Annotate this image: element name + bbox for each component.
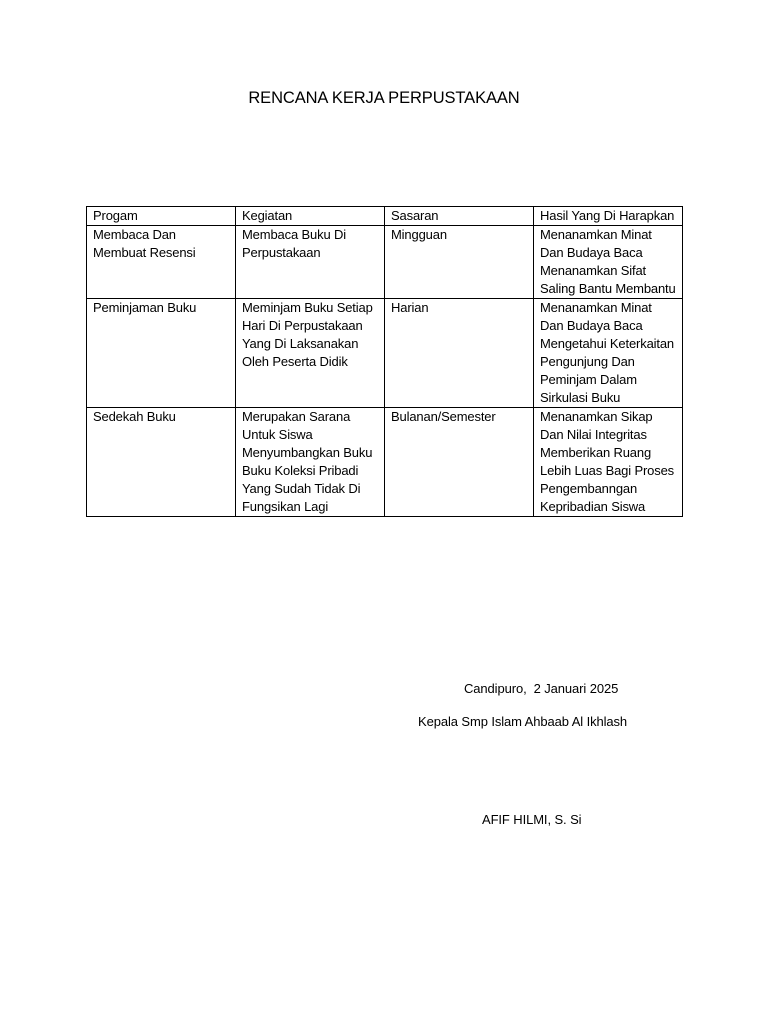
cell-kegiatan: Merupakan Sarana Untuk Siswa Menyumbangkan Buku Buku Koleksi Pribadi Yang Sudah Tidak Di Fungsikan Lagi xyxy=(236,408,385,517)
cell-kegiatan: Meminjam Buku Setiap Hari Di Perpustakaan Yang Di Laksanakan Oleh Peserta Didik xyxy=(236,299,385,408)
cell-kegiatan: Membaca Buku Di Perpustakaan xyxy=(236,226,385,299)
cell-sasaran: Harian xyxy=(385,299,534,408)
document-title: RENCANA KERJA PERPUSTAKAAN xyxy=(248,89,520,107)
signature-place-date: Candipuro, 2 Januari 2025 xyxy=(464,681,619,696)
work-plan-table xyxy=(86,206,683,517)
table-row xyxy=(87,299,683,408)
cell-hasil: Menanamkan Minat Dan Budaya Baca Mengetahui Keterkaitan Pengunjung Dan Peminjam Dalam Sirkulasi Buku xyxy=(534,299,683,408)
cell-hasil: Menanamkan Sikap Dan Nilai Integritas Memberikan Ruang Lebih Luas Bagi Proses Pengembanngan Kepribadian Siswa xyxy=(534,408,683,517)
cell-hasil: Menanamkan Minat Dan Budaya Baca Menanamkan Sifat Saling Bantu Membantu xyxy=(534,226,683,299)
signature-role: Kepala Smp Islam Ahbaab Al Ikhlash xyxy=(418,714,628,729)
signature-name: AFIF HILMI, S. Si xyxy=(482,812,582,827)
cell-program: Peminjaman Buku xyxy=(87,299,236,408)
table-row xyxy=(87,408,683,517)
cell-sasaran: Bulanan/Semester xyxy=(385,408,534,517)
cell-sasaran: Mingguan xyxy=(385,226,534,299)
header-cell-kegiatan: Kegiatan xyxy=(236,207,385,226)
table-header-row xyxy=(87,207,683,226)
header-cell-hasil: Hasil Yang Di Harapkan xyxy=(534,207,683,226)
cell-program: Membaca Dan Membuat Resensi xyxy=(87,226,236,299)
header-cell-sasaran: Sasaran xyxy=(385,207,534,226)
cell-program: Sedekah Buku xyxy=(87,408,236,517)
table-row xyxy=(87,226,683,299)
header-cell-program: Progam xyxy=(87,207,236,226)
